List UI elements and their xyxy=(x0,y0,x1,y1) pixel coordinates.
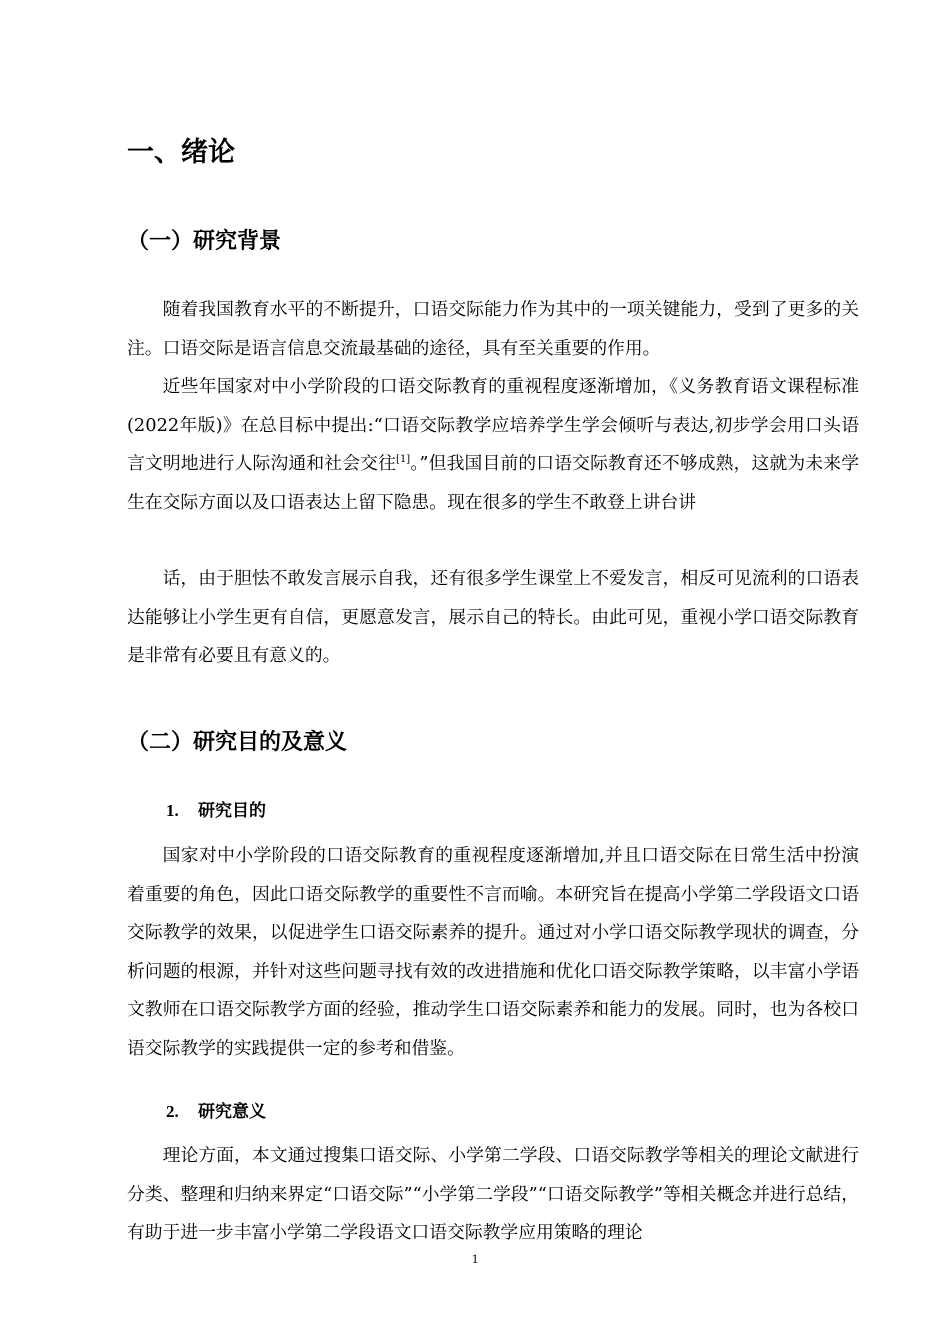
paragraph-text: 。”但我国目前的口语交际教育还不够成熟，这就为未来学生在交际方面以及口语表达上留下隐患。现在很多的学生不敢登上讲台讲 xyxy=(127,453,859,513)
subsection-heading-significance xyxy=(166,1098,266,1126)
subsection-number: 1. xyxy=(166,801,179,820)
subsection-number: 2. xyxy=(166,1102,179,1121)
section-heading-background: （一）研究背景 xyxy=(127,229,282,254)
subsection-heading-purpose xyxy=(166,797,266,825)
subsection-title: 研究意义 xyxy=(198,1102,266,1122)
chapter-heading: 一、绪论 xyxy=(127,137,235,168)
paragraph-purpose: 国家对中小学阶段的口语交际教育的重视程度逐渐增加,并且口语交际在日常生活中扮演着重要的角色，因此口语交际教学的重要性不言而喻。本研究旨在提高小学第二学段语文口语交际教学的效果，以促进学生口语交际素养的提升。通过对小学口语交际教学现状的调查，分析问题的根源，并针对这些问题寻找有效的改进措施和优化口语交际教学策略，以丰富小学语文教师在口语交际教学方面的经验，推动学生口语交际素养和能力的发展。同时，也为各校口语交际教学的实践提供一定的参考和借鉴。 xyxy=(127,845,859,1059)
page-number: 1 xyxy=(471,1251,479,1266)
citation-ref: [1] xyxy=(396,454,411,465)
paragraph-background-2 xyxy=(127,368,859,522)
paragraph-background-1: 随着我国教育水平的不断提升，口语交际能力作为其中的一项关键能力，受到了更多的关注。口语交际是语言信息交流最基础的途径，具有至关重要的作用。 xyxy=(127,299,859,359)
paragraph-text: 近些年国家对中小学阶段的口语交际教育的重视程度逐渐增加，《义务教育语文课程标准(2022年版)》在总目标中提出:“口语交际教学应培养学生学会倾听与表达,初步学会用口头语言文明地进行人际沟通和社会交往 xyxy=(127,376,859,474)
paragraph-significance: 理论方面，本文通过搜集口语交际、小学第二学段、口语交际教学等相关的理论文献进行分类、整理和归纳来界定“口语交际”“小学第二学段”“口语交际教学”等相关概念并进行总结，有助于进一步丰富小学第二学段语文口语交际教学应用策略的理论 xyxy=(127,1145,859,1243)
paragraph-background-3: 话，由于胆怯不敢发言展示自我，还有很多学生课堂上不爱发言，相反可见流利的口语表达能够让小学生更有自信，更愿意发言，展示自己的特长。由此可见，重视小学口语交际教育是非常有必要且有意义的。 xyxy=(127,568,859,666)
section-heading-purpose: （二）研究目的及意义 xyxy=(127,730,348,755)
subsection-title: 研究目的 xyxy=(198,801,266,821)
